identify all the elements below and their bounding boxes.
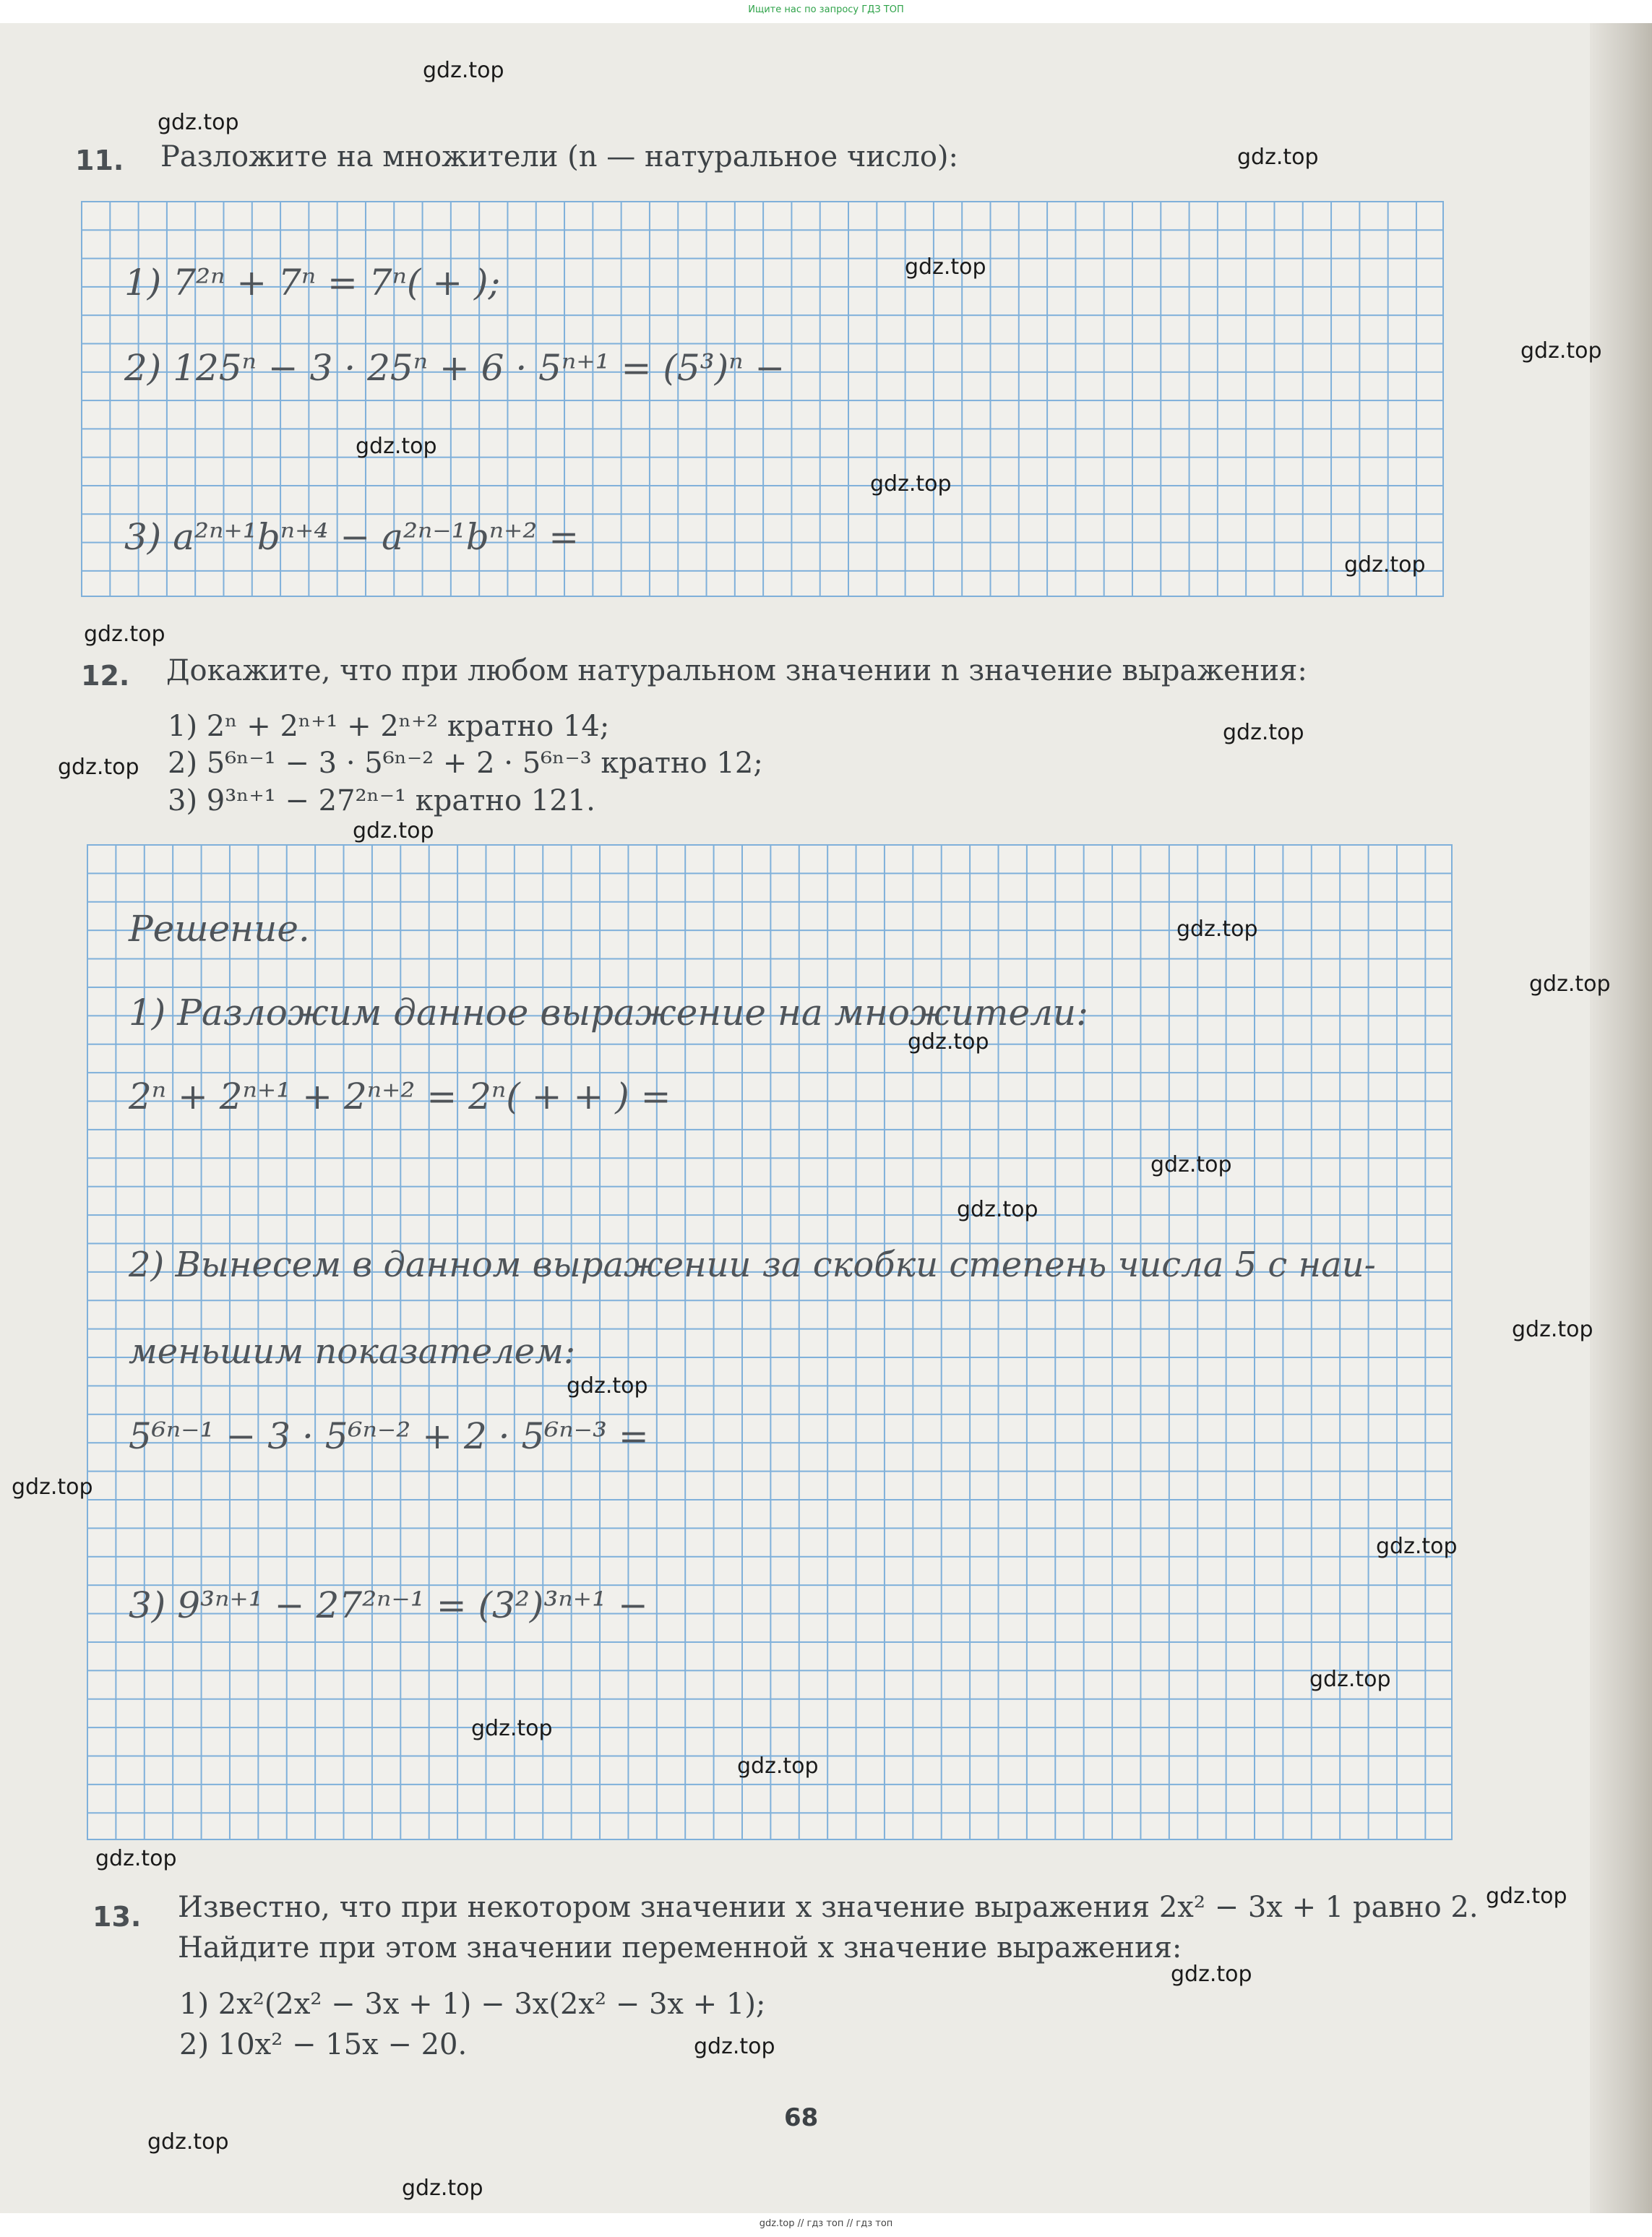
task13-text-line1: Известно, что при некотором значении x значение выражения 2x² − 3x + 1 равно 2. [178, 1891, 1479, 1924]
watermark: gdz.top [737, 1753, 819, 1779]
task12-item-3: 3) 9³ⁿ⁺¹ − 27²ⁿ⁻¹ кратно 121. [168, 784, 595, 817]
bottom-note: gdz.top // гдз топ // гдз топ [759, 2218, 893, 2229]
task11-line1: 1) 7²ⁿ + 7ⁿ = 7ⁿ( + ); [124, 262, 501, 304]
watermark: gdz.top [1520, 338, 1602, 364]
watermark: gdz.top [402, 2176, 483, 2201]
watermark: gdz.top [1237, 145, 1319, 170]
watermark: gdz.top [1344, 552, 1426, 578]
watermark: gdz.top [1176, 916, 1258, 942]
watermark: gdz.top [905, 254, 986, 280]
watermark: gdz.top [353, 818, 434, 843]
solution-step1-title: 1) Разложим данное выражение на множители: [129, 992, 1088, 1034]
watermark: gdz.top [12, 1474, 93, 1500]
task12-text: Докажите, что при любом натуральном значении n значение выражения: [166, 654, 1307, 687]
watermark: gdz.top [158, 110, 239, 135]
watermark: gdz.top [870, 471, 952, 497]
watermark: gdz.top [694, 2034, 775, 2059]
top-note: Ищите нас по запросу ГДЗ ТОП [748, 4, 904, 15]
task13-number: 13. [93, 1901, 142, 1933]
watermark: gdz.top [471, 1716, 553, 1741]
solution-title: Решение. [129, 908, 310, 950]
task13-text-line2: Найдите при этом значении переменной x значение выражения: [178, 1931, 1182, 1965]
solution-step1-expression: 2ⁿ + 2ⁿ⁺¹ + 2ⁿ⁺² = 2ⁿ( + + ) = [129, 1075, 671, 1117]
solution-step2-expression: 5⁶ⁿ⁻¹ − 3 · 5⁶ⁿ⁻² + 2 · 5⁶ⁿ⁻³ = [129, 1415, 649, 1457]
solution-step2-title-line1: 2) Вынесем в данном выражении за скобки степень числа 5 с наи- [129, 1245, 1376, 1285]
task11-number: 11. [75, 145, 124, 176]
watermark: gdz.top [1529, 971, 1611, 997]
task12-item-2: 2) 5⁶ⁿ⁻¹ − 3 · 5⁶ⁿ⁻² + 2 · 5⁶ⁿ⁻³ кратно 12; [168, 747, 763, 780]
task12-item-1: 1) 2ⁿ + 2ⁿ⁺¹ + 2ⁿ⁺² кратно 14; [168, 710, 610, 743]
watermark: gdz.top [1512, 1317, 1593, 1342]
task12-number: 12. [81, 660, 130, 692]
watermark: gdz.top [1309, 1667, 1391, 1692]
task11-text: Разложите на множители (n — натуральное число): [160, 140, 958, 173]
watermark: gdz.top [95, 1846, 177, 1871]
watermark: gdz.top [957, 1197, 1038, 1222]
watermark: gdz.top [423, 58, 504, 83]
watermark: gdz.top [1150, 1152, 1232, 1177]
watermark: gdz.top [908, 1029, 989, 1055]
watermark: gdz.top [1486, 1884, 1567, 1909]
watermark: gdz.top [1223, 720, 1304, 745]
watermark: gdz.top [84, 622, 165, 647]
page-number: 68 [784, 2103, 819, 2132]
watermark: gdz.top [356, 434, 437, 459]
watermark: gdz.top [1171, 1962, 1252, 1987]
watermark: gdz.top [58, 755, 139, 780]
task13-item-2: 2) 10x² − 15x − 20. [179, 2028, 468, 2061]
watermark: gdz.top [147, 2129, 229, 2155]
watermark: gdz.top [567, 1373, 648, 1399]
solution-step2-title-line2: меньшим показателем: [129, 1331, 576, 1372]
task11-line2: 2) 125ⁿ − 3 · 25ⁿ + 6 · 5ⁿ⁺¹ = (5³)ⁿ − [124, 347, 786, 389]
task11-line3: 3) a²ⁿ⁺¹bⁿ⁺⁴ − a²ⁿ⁻¹bⁿ⁺² = [124, 516, 580, 558]
task13-item-1: 1) 2x²(2x² − 3x + 1) − 3x(2x² − 3x + 1); [179, 1988, 766, 2021]
solution-step3-expression: 3) 9³ⁿ⁺¹ − 27²ⁿ⁻¹ = (3²)³ⁿ⁺¹ − [129, 1584, 648, 1626]
watermark: gdz.top [1376, 1534, 1458, 1559]
